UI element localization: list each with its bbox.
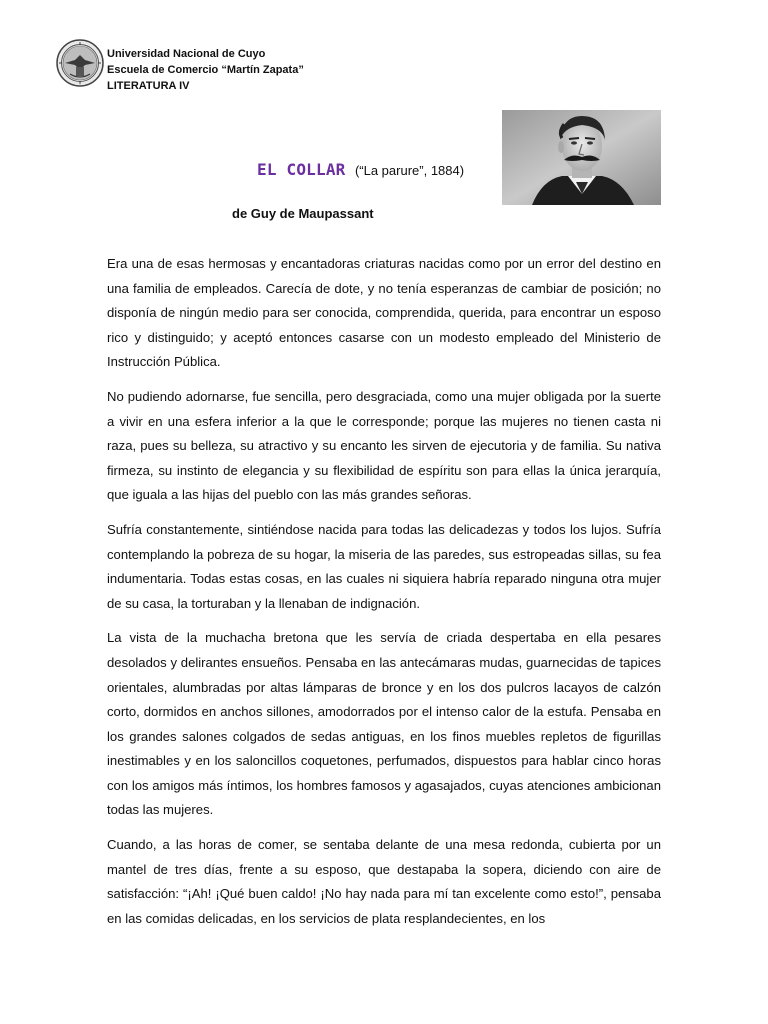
paragraph: No pudiendo adornarse, fue sencilla, pero desgraciada, como una mujer obligada por la suerte a vivir en una esfera inferior a la que le corresponde; porque las mujeres no tienen casta ni raza, pues su belleza, su atractivo y su encanto les sirven de ejecutoria y de familia. Su nativa firmeza, su instinto de elegancia y su flexibilidad de espíritu son para ellas la única jerarquía, que iguala a las hijas del pueblo con las más grandes señoras. <box>107 388 661 503</box>
institution-header <box>107 46 304 94</box>
university-name: Universidad Nacional de Cuyo <box>107 48 266 60</box>
story-title-line <box>257 160 464 180</box>
course-name: LITERATURA IV <box>107 80 190 92</box>
university-seal-icon <box>56 39 104 87</box>
school-name: Escuela de Comercio “Martín Zapata” <box>107 64 304 76</box>
author-portrait <box>502 110 661 205</box>
paragraph: Sufría constantemente, sintiéndose nacida para todas las delicadezas y todos los lujos. Sufría contemplando la pobreza de su hogar, la miseria de las paredes, sus estropeadas sillas, su fea indumentaria. Todas estas cosas, en las cuales ni siquiera habría reparado ninguna otra mujer de su casa, la torturaban y la llenaban de indignación. <box>107 521 661 611</box>
story-title: EL COLLAR <box>257 160 346 179</box>
story-author: de Guy de Maupassant <box>232 206 374 221</box>
story-original-title: (“La parure”, 1884) <box>354 163 465 178</box>
paragraph: La vista de la muchacha bretona que les servía de criada despertaba en ella pesares desolados y delirantes ensueños. Pensaba en las antecámaras mudas, guarnecidas de tapices orientales, alumbradas por altas lámparas de bronce y en los dos pulcros lacayos de calzón corto, dormidos en anchos sillones, amodorrados por el intenso calor de la estufa. Pensaba en los grandes salones colgados de sedas antiguas, en los finos muebles repletos de figurillas inestimables y en los saloncillos coquetones, perfumados, dispuestos para hablar cinco horas con los amigos más íntimos, los hombres famosos y agasajados, cuyas atenciones ambicionan todas las mujeres. <box>107 630 661 818</box>
story-body <box>107 252 661 941</box>
paragraph: Cuando, a las horas de comer, se sentaba delante de una mesa redonda, cubierta por un mantel de tres días, frente a su esposo, que destapaba la sopera, diciendo con aire de satisfacción: “¡Ah! ¡Qué buen caldo! ¡No hay nada para mí tan excelente como esto!”, pensaba en las comidas delicadas, en los servicios de plata resplandecientes, en los <box>107 837 661 926</box>
paragraph: Era una de esas hermosas y encantadoras criaturas nacidas como por un error del destino en una familia de empleados. Carecía de dote, y no tenía esperanzas de cambiar de posición; no disponía de ningún medio para ser conocida, comprendida, querida, para encontrar un esposo rico y distinguido; y aceptó entonces casarse con un modesto empleado del Ministerio de Instrucción Pública. <box>107 256 661 370</box>
